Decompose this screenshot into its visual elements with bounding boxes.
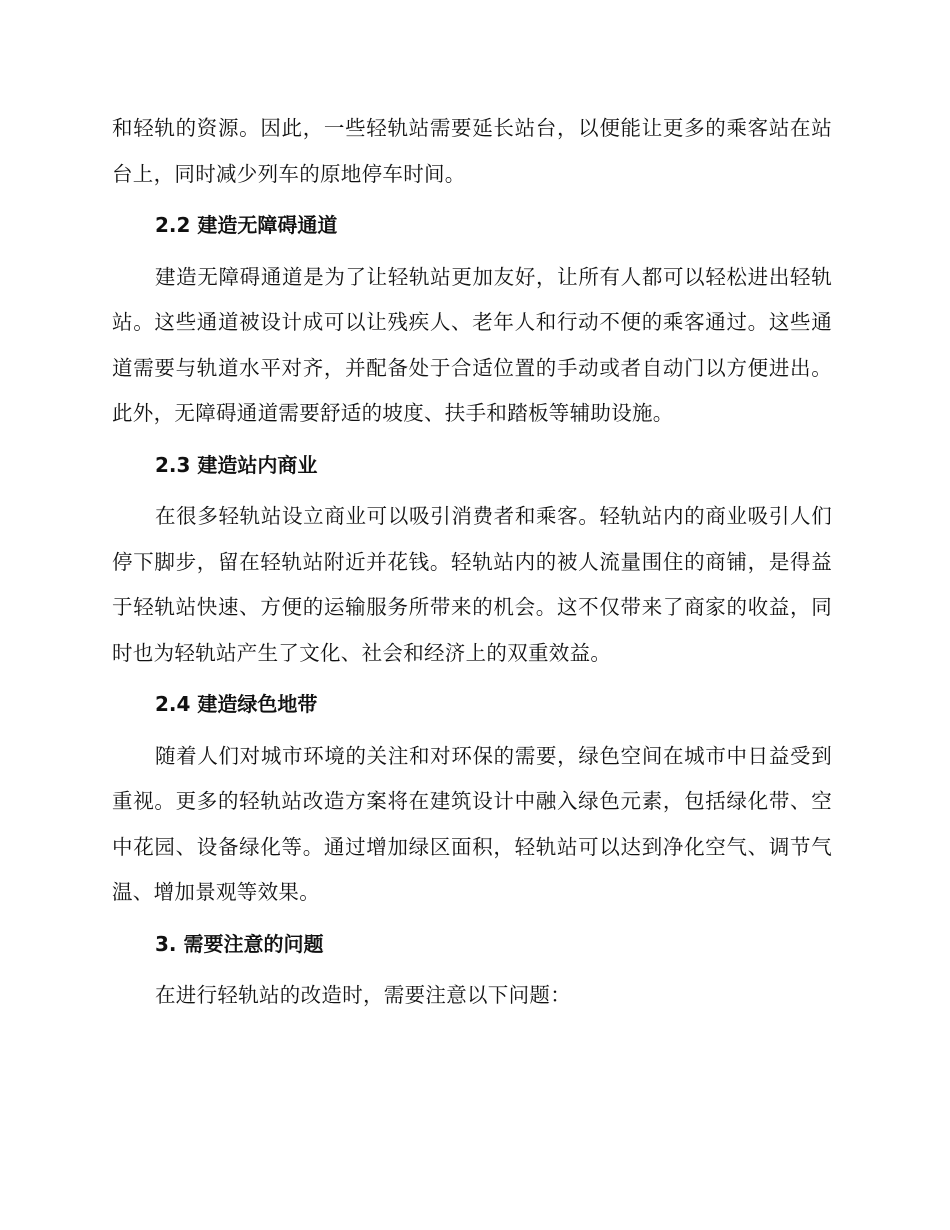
document-body bbox=[112, 106, 832, 1019]
section-heading-2-4: 2.4 建造绿色地带 bbox=[155, 692, 318, 716]
section-heading-2-2: 2.2 建造无障碍通道 bbox=[155, 213, 338, 237]
section-heading-3: 3. 需要注意的问题 bbox=[155, 931, 324, 956]
section-heading-2-3: 2.3 建造站内商业 bbox=[155, 452, 318, 477]
paragraph-accessible-passage: 建造无障碍通道是为了让轻轨站更加友好，让所有人都可以轻松进出轻轨站。这些通道被设计成可以让残疾人、老年人和行动不便的乘客通过。这些通道需要与轨道水平对齐，并配备处于合适位置的手动或者自动门以方便进出。此外，无障碍通道需要舒适的坡度、扶手和踏板等辅助设施。 bbox=[112, 264, 832, 425]
paragraph-green-space: 随着人们对城市环境的关注和对环保的需要，绿色空间在城市中日益受到重视。更多的轻轨站改造方案将在建筑设计中融入绿色元素，包括绿化带、空中花园、设备绿化等。通过增加绿区面积，轻轨站可以达到净化空气、调节气温、增加景观等效果。 bbox=[112, 743, 832, 904]
paragraph-station-commerce: 在很多轻轨站设立商业可以吸引消费者和乘客。轻轨站内的商业吸引人们停下脚步，留在轻轨站附近并花钱。轻轨站内的被人流量围住的商铺，是得益于轻轨站快速、方便的运输服务所带来的机会。这不仅带来了商家的收益，同时也为轻轨站产生了文化、社会和经济上的双重效益。 bbox=[112, 504, 832, 665]
paragraph-issues-intro: 在进行轻轨站的改造时，需要注意以下问题： bbox=[155, 983, 571, 1007]
paragraph-platform-extension: 和轻轨的资源。因此，一些轻轨站需要延长站台，以便能让更多的乘客站在站台上，同时减少列车的原地停车时间。 bbox=[112, 116, 832, 186]
